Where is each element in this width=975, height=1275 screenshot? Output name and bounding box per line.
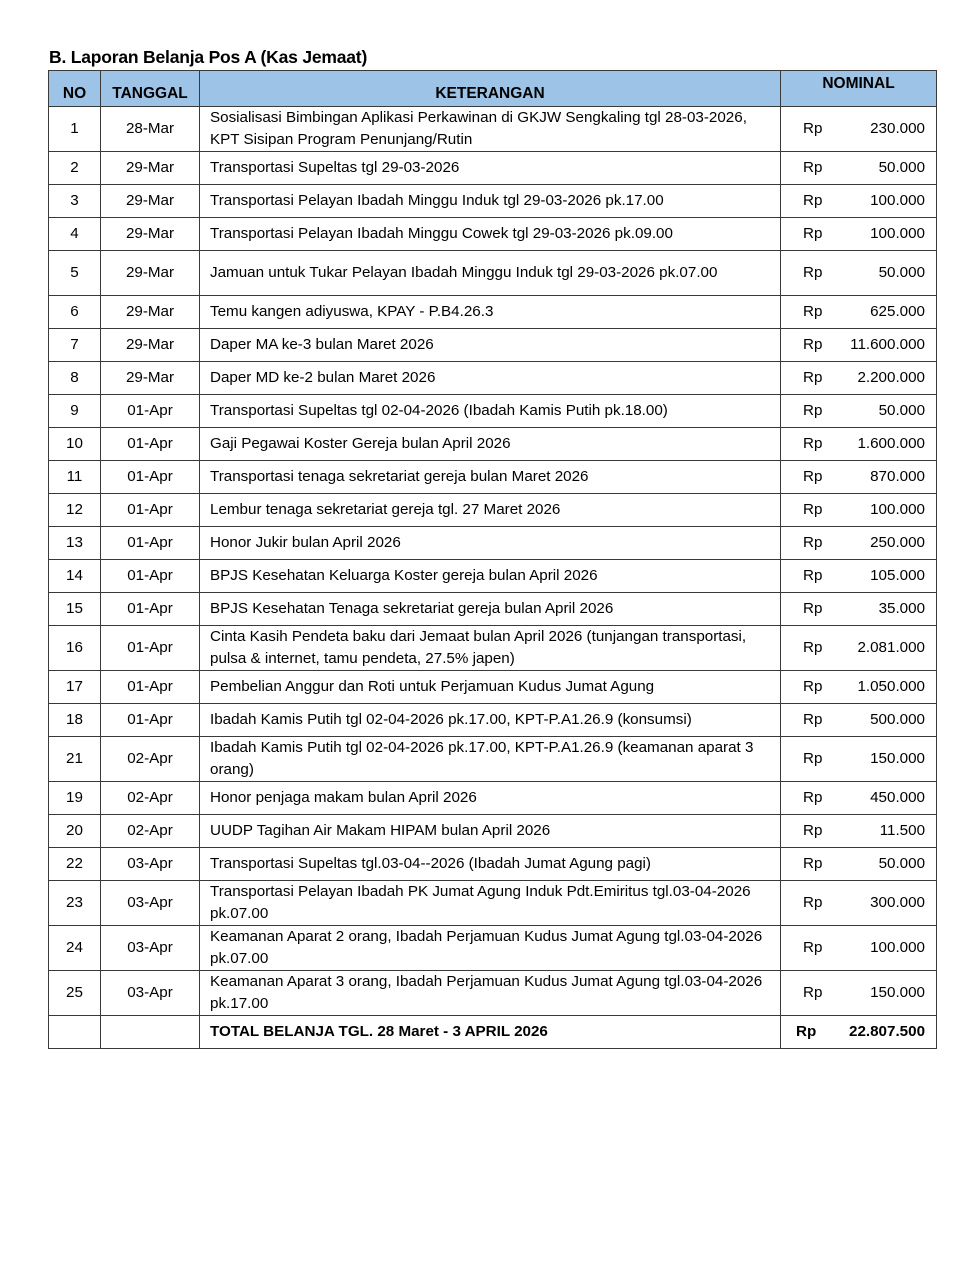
row-number: 11 — [49, 461, 101, 494]
row-amount: 50.000 — [831, 152, 937, 185]
table-row — [49, 185, 937, 218]
table-row — [49, 296, 937, 329]
row-description: Honor penjaga makam bulan April 2026 — [200, 782, 781, 815]
row-currency: Rp — [781, 251, 831, 296]
row-amount: 2.200.000 — [831, 362, 937, 395]
row-currency: Rp — [781, 815, 831, 848]
table-body — [49, 107, 937, 1016]
table-row — [49, 329, 937, 362]
row-number: 21 — [49, 737, 101, 782]
row-number: 12 — [49, 494, 101, 527]
row-currency: Rp — [781, 395, 831, 428]
row-description: Keamanan Aparat 3 orang, Ibadah Perjamuan Kudus Jumat Agung tgl.03-04-2026 pk.17.00 — [200, 971, 781, 1016]
row-amount: 105.000 — [831, 560, 937, 593]
section-title: B. Laporan Belanja Pos A (Kas Jemaat) — [49, 47, 368, 67]
row-description: BPJS Kesehatan Tenaga sekretariat gereja bulan April 2026 — [200, 593, 781, 626]
row-number: 22 — [49, 848, 101, 881]
row-number: 15 — [49, 593, 101, 626]
row-currency: Rp — [781, 329, 831, 362]
row-amount: 100.000 — [831, 218, 937, 251]
row-date: 01-Apr — [101, 527, 200, 560]
row-amount: 11.600.000 — [831, 329, 937, 362]
row-currency: Rp — [781, 107, 831, 152]
row-number: 8 — [49, 362, 101, 395]
row-date: 29-Mar — [101, 185, 200, 218]
table-row — [49, 527, 937, 560]
row-date: 03-Apr — [101, 881, 200, 926]
row-description: Daper MA ke-3 bulan Maret 2026 — [200, 329, 781, 362]
row-date: 01-Apr — [101, 593, 200, 626]
expense-table — [48, 70, 937, 1049]
row-number: 18 — [49, 704, 101, 737]
row-description: Transportasi Supeltas tgl 02-04-2026 (Ibadah Kamis Putih pk.18.00) — [200, 395, 781, 428]
row-date: 02-Apr — [101, 815, 200, 848]
row-currency: Rp — [781, 671, 831, 704]
table-row — [49, 671, 937, 704]
row-date: 29-Mar — [101, 362, 200, 395]
row-currency: Rp — [781, 704, 831, 737]
row-description: Gaji Pegawai Koster Gereja bulan April 2026 — [200, 428, 781, 461]
row-amount: 870.000 — [831, 461, 937, 494]
row-currency: Rp — [781, 782, 831, 815]
row-date: 29-Mar — [101, 152, 200, 185]
row-description: Daper MD ke-2 bulan Maret 2026 — [200, 362, 781, 395]
row-date: 03-Apr — [101, 971, 200, 1016]
row-number: 19 — [49, 782, 101, 815]
row-date: 01-Apr — [101, 704, 200, 737]
header-no: NO — [49, 71, 101, 107]
table-row — [49, 461, 937, 494]
row-amount: 100.000 — [831, 926, 937, 971]
total-date-cell — [101, 1016, 200, 1049]
row-description: Temu kangen adiyuswa, KPAY - P.B4.26.3 — [200, 296, 781, 329]
row-currency: Rp — [781, 362, 831, 395]
row-amount: 300.000 — [831, 881, 937, 926]
row-date: 01-Apr — [101, 626, 200, 671]
row-date: 29-Mar — [101, 329, 200, 362]
row-amount: 230.000 — [831, 107, 937, 152]
row-amount: 625.000 — [831, 296, 937, 329]
table-row — [49, 926, 937, 971]
table-row — [49, 782, 937, 815]
row-description: Transportasi Pelayan Ibadah Minggu Cowek tgl 29-03-2026 pk.09.00 — [200, 218, 781, 251]
row-date: 29-Mar — [101, 296, 200, 329]
table-row — [49, 815, 937, 848]
row-currency: Rp — [781, 428, 831, 461]
row-currency: Rp — [781, 461, 831, 494]
row-number: 24 — [49, 926, 101, 971]
row-amount: 150.000 — [831, 737, 937, 782]
row-description: Lembur tenaga sekretariat gereja tgl. 27 Maret 2026 — [200, 494, 781, 527]
row-number: 1 — [49, 107, 101, 152]
row-description: Jamuan untuk Tukar Pelayan Ibadah Minggu Induk tgl 29-03-2026 pk.07.00 — [200, 251, 781, 296]
row-description: UUDP Tagihan Air Makam HIPAM bulan April 2026 — [200, 815, 781, 848]
total-amount: 22.807.500 — [831, 1016, 937, 1049]
row-currency: Rp — [781, 926, 831, 971]
row-currency: Rp — [781, 848, 831, 881]
total-no-cell — [49, 1016, 101, 1049]
row-date: 29-Mar — [101, 251, 200, 296]
row-number: 25 — [49, 971, 101, 1016]
row-date: 01-Apr — [101, 428, 200, 461]
table-row — [49, 395, 937, 428]
header-nominal: NOMINAL — [781, 71, 937, 107]
row-currency: Rp — [781, 527, 831, 560]
table-row — [49, 428, 937, 461]
table-row — [49, 494, 937, 527]
table-row — [49, 218, 937, 251]
row-date: 02-Apr — [101, 782, 200, 815]
table-row — [49, 971, 937, 1016]
row-description: Sosialisasi Bimbingan Aplikasi Perkawinan di GKJW Sengkaling tgl 28-03-2026, KPT Sisipan Program Penunjang/Rutin — [200, 107, 781, 152]
row-date: 01-Apr — [101, 560, 200, 593]
row-number: 14 — [49, 560, 101, 593]
row-date: 03-Apr — [101, 848, 200, 881]
row-description: Transportasi Pelayan Ibadah PK Jumat Agung Induk Pdt.Emiritus tgl.03-04-2026 pk.07.00 — [200, 881, 781, 926]
row-amount: 500.000 — [831, 704, 937, 737]
total-label: TOTAL BELANJA TGL. 28 Maret - 3 APRIL 2026 — [200, 1016, 781, 1049]
row-amount: 50.000 — [831, 251, 937, 296]
row-amount: 1.600.000 — [831, 428, 937, 461]
row-currency: Rp — [781, 560, 831, 593]
row-number: 17 — [49, 671, 101, 704]
row-description: Pembelian Anggur dan Roti untuk Perjamuan Kudus Jumat Agung — [200, 671, 781, 704]
row-description: Transportasi Supeltas tgl 29-03-2026 — [200, 152, 781, 185]
table-header-row — [49, 71, 937, 107]
table-row — [49, 362, 937, 395]
row-amount: 100.000 — [831, 494, 937, 527]
row-description: BPJS Kesehatan Keluarga Koster gereja bulan April 2026 — [200, 560, 781, 593]
total-row — [49, 1016, 937, 1049]
row-amount: 450.000 — [831, 782, 937, 815]
row-date: 01-Apr — [101, 671, 200, 704]
row-description: Honor Jukir bulan April 2026 — [200, 527, 781, 560]
row-number: 6 — [49, 296, 101, 329]
row-currency: Rp — [781, 152, 831, 185]
table-row — [49, 560, 937, 593]
row-number: 4 — [49, 218, 101, 251]
row-currency: Rp — [781, 971, 831, 1016]
row-description: Ibadah Kamis Putih tgl 02-04-2026 pk.17.00, KPT-P.A1.26.9 (konsumsi) — [200, 704, 781, 737]
row-amount: 50.000 — [831, 848, 937, 881]
row-currency: Rp — [781, 737, 831, 782]
row-date: 01-Apr — [101, 395, 200, 428]
row-description: Cinta Kasih Pendeta baku dari Jemaat bulan April 2026 (tunjangan transportasi, pulsa & internet, tamu pendeta, 27.5% japen) — [200, 626, 781, 671]
row-date: 03-Apr — [101, 926, 200, 971]
row-currency: Rp — [781, 593, 831, 626]
row-date: 28-Mar — [101, 107, 200, 152]
row-currency: Rp — [781, 881, 831, 926]
table-row — [49, 881, 937, 926]
total-currency: Rp — [781, 1016, 831, 1049]
row-amount: 100.000 — [831, 185, 937, 218]
row-date: 02-Apr — [101, 737, 200, 782]
row-number: 7 — [49, 329, 101, 362]
row-amount: 250.000 — [831, 527, 937, 560]
row-number: 2 — [49, 152, 101, 185]
row-number: 23 — [49, 881, 101, 926]
row-currency: Rp — [781, 185, 831, 218]
row-number: 9 — [49, 395, 101, 428]
row-date: 01-Apr — [101, 461, 200, 494]
table-row — [49, 593, 937, 626]
table-row — [49, 704, 937, 737]
row-date: 29-Mar — [101, 218, 200, 251]
row-description: Transportasi Supeltas tgl.03-04--2026 (Ibadah Jumat Agung pagi) — [200, 848, 781, 881]
table-row — [49, 107, 937, 152]
row-amount: 35.000 — [831, 593, 937, 626]
table-row — [49, 737, 937, 782]
row-amount: 1.050.000 — [831, 671, 937, 704]
table-row — [49, 626, 937, 671]
table-row — [49, 152, 937, 185]
row-currency: Rp — [781, 494, 831, 527]
row-date: 01-Apr — [101, 494, 200, 527]
row-description: Transportasi tenaga sekretariat gereja bulan Maret 2026 — [200, 461, 781, 494]
row-number: 10 — [49, 428, 101, 461]
header-keterangan: KETERANGAN — [200, 71, 781, 107]
row-description: Transportasi Pelayan Ibadah Minggu Induk tgl 29-03-2026 pk.17.00 — [200, 185, 781, 218]
header-tanggal: TANGGAL — [101, 71, 200, 107]
row-description: Ibadah Kamis Putih tgl 02-04-2026 pk.17.00, KPT-P.A1.26.9 (keamanan aparat 3 orang) — [200, 737, 781, 782]
row-currency: Rp — [781, 626, 831, 671]
row-currency: Rp — [781, 296, 831, 329]
row-amount: 150.000 — [831, 971, 937, 1016]
row-amount: 2.081.000 — [831, 626, 937, 671]
row-currency: Rp — [781, 218, 831, 251]
row-number: 16 — [49, 626, 101, 671]
row-amount: 50.000 — [831, 395, 937, 428]
row-description: Keamanan Aparat 2 orang, Ibadah Perjamuan Kudus Jumat Agung tgl.03-04-2026 pk.07.00 — [200, 926, 781, 971]
table-row — [49, 251, 937, 296]
row-number: 13 — [49, 527, 101, 560]
row-amount: 11.500 — [831, 815, 937, 848]
table-row — [49, 848, 937, 881]
row-number: 20 — [49, 815, 101, 848]
row-number: 3 — [49, 185, 101, 218]
row-number: 5 — [49, 251, 101, 296]
